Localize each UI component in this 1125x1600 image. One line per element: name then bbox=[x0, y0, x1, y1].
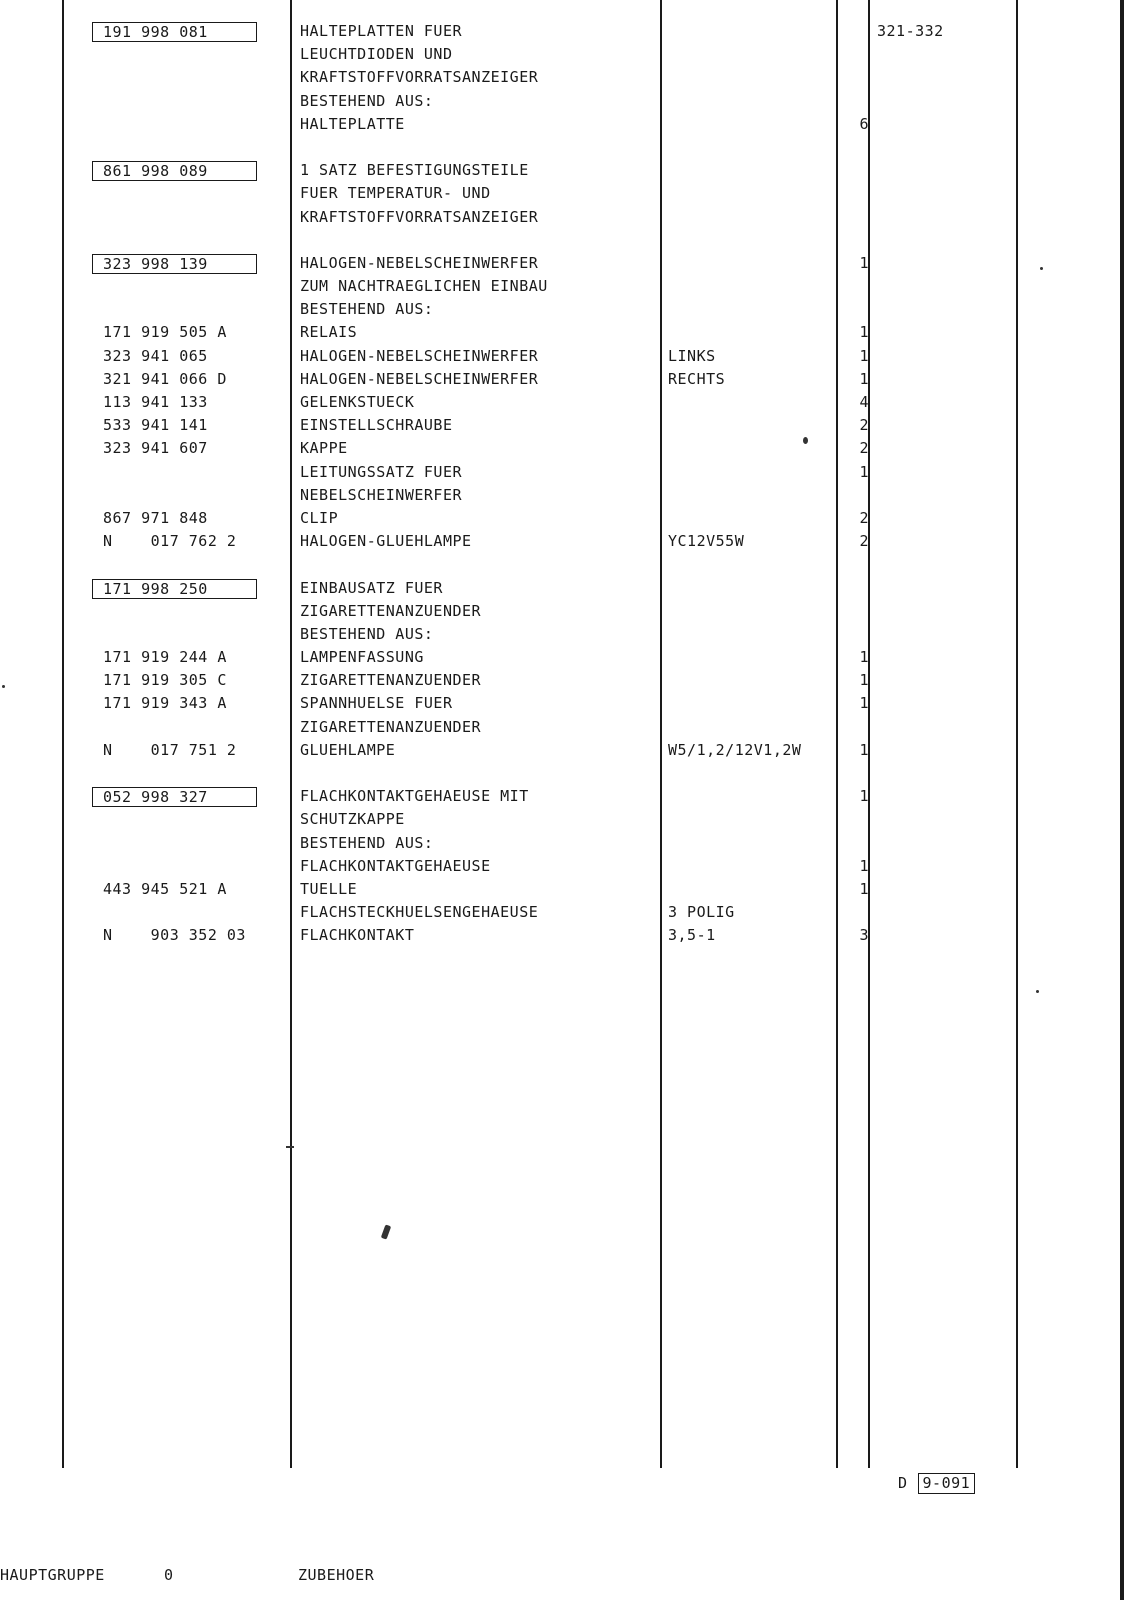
parts-row bbox=[0, 901, 1125, 924]
part-quantity: 1 bbox=[859, 462, 869, 481]
part-description: TUELLE bbox=[300, 879, 358, 898]
parts-row bbox=[0, 414, 1125, 437]
part-quantity: 1 bbox=[859, 648, 869, 667]
part-number: N 903 352 03 bbox=[103, 926, 246, 945]
part-description: BESTEHEND AUS: bbox=[300, 833, 434, 852]
parts-row bbox=[0, 43, 1125, 66]
part-description: BESTEHEND AUS: bbox=[300, 91, 434, 110]
part-remark: W5/1,2/12V1,2W bbox=[668, 740, 802, 759]
scan-speck bbox=[803, 437, 808, 444]
kit-part-number: 052 998 327 bbox=[92, 787, 257, 807]
part-description: ZUM NACHTRAEGLICHEN EINBAU bbox=[300, 277, 548, 296]
group-separator bbox=[0, 136, 1125, 159]
group-separator bbox=[0, 229, 1125, 252]
parts-row bbox=[0, 646, 1125, 669]
parts-row bbox=[0, 298, 1125, 321]
part-description: ZIGARETTENANZUENDER bbox=[300, 717, 482, 736]
part-quantity: 1 bbox=[859, 253, 869, 272]
part-description: RELAIS bbox=[300, 323, 358, 342]
part-number: 321 941 066 D bbox=[103, 369, 227, 388]
group-separator bbox=[0, 762, 1125, 785]
part-description: HALOGEN-GLUEHLAMPE bbox=[300, 532, 472, 551]
kit-part-number: 861 998 089 bbox=[92, 161, 257, 181]
part-description: KRAFTSTOFFVORRATSANZEIGER bbox=[300, 207, 539, 226]
part-description: GLUEHLAMPE bbox=[300, 740, 396, 759]
parts-row bbox=[0, 391, 1125, 414]
part-description: HALOGEN-NEBELSCHEINWERFER bbox=[300, 369, 539, 388]
part-description: FLACHKONTAKTGEHAEUSE bbox=[300, 856, 491, 875]
part-description: KRAFTSTOFFVORRATSANZEIGER bbox=[300, 68, 539, 87]
part-number: 443 945 521 A bbox=[103, 879, 227, 898]
part-description: FUER TEMPERATUR- UND bbox=[300, 184, 491, 203]
scan-speck bbox=[381, 1224, 391, 1239]
part-remark: YC12V55W bbox=[668, 532, 745, 551]
parts-row bbox=[0, 530, 1125, 553]
parts-row bbox=[0, 855, 1125, 878]
part-quantity: 1 bbox=[859, 694, 869, 713]
part-description: HALTEPLATTEN FUER bbox=[300, 22, 463, 40]
part-quantity: 2 bbox=[859, 508, 869, 527]
kit-part-number: 191 998 081 bbox=[92, 22, 257, 42]
part-quantity: 1 bbox=[859, 740, 869, 759]
part-remark: LINKS bbox=[668, 346, 716, 365]
parts-row bbox=[0, 785, 1125, 808]
part-remark: RECHTS bbox=[668, 369, 726, 388]
parts-row bbox=[0, 832, 1125, 855]
parts-row bbox=[0, 669, 1125, 692]
part-description: HALOGEN-NEBELSCHEINWERFER bbox=[300, 346, 539, 365]
part-description: KAPPE bbox=[300, 439, 348, 458]
parts-row bbox=[0, 206, 1125, 229]
part-quantity: 1 bbox=[859, 323, 869, 342]
parts-row bbox=[0, 808, 1125, 831]
part-number: 171 919 244 A bbox=[103, 648, 227, 667]
part-quantity: 6 bbox=[859, 114, 869, 133]
kit-part-number: 171 998 250 bbox=[92, 579, 257, 599]
part-description: ZIGARETTENANZUENDER bbox=[300, 601, 482, 620]
part-description: HALOGEN-NEBELSCHEINWERFER bbox=[300, 253, 539, 272]
part-number: 171 919 343 A bbox=[103, 694, 227, 713]
part-quantity: 1 bbox=[859, 787, 869, 806]
parts-row bbox=[0, 182, 1125, 205]
part-description: EINBAUSATZ FUER bbox=[300, 578, 443, 597]
parts-row bbox=[0, 437, 1125, 460]
part-description: SPANNHUELSE FUER bbox=[300, 694, 453, 713]
part-number: 867 971 848 bbox=[103, 508, 208, 527]
group-separator bbox=[0, 553, 1125, 576]
part-quantity: 1 bbox=[859, 671, 869, 690]
part-number: 323 941 607 bbox=[103, 439, 208, 458]
part-description: NEBELSCHEINWERFER bbox=[300, 485, 463, 504]
part-description: FLACHKONTAKT bbox=[300, 926, 415, 945]
parts-row bbox=[0, 368, 1125, 391]
main-group-label: HAUPTGRUPPE bbox=[0, 1566, 105, 1584]
parts-row bbox=[0, 484, 1125, 507]
parts-row bbox=[0, 461, 1125, 484]
part-quantity: 1 bbox=[859, 346, 869, 365]
page-code-prefix: D bbox=[898, 1474, 908, 1492]
parts-row bbox=[0, 716, 1125, 739]
page-code bbox=[898, 1473, 975, 1494]
parts-row bbox=[0, 739, 1125, 762]
parts-row bbox=[0, 623, 1125, 646]
part-quantity: 3 bbox=[859, 926, 869, 945]
part-number: 533 941 141 bbox=[103, 416, 208, 435]
parts-row bbox=[0, 20, 1125, 43]
part-description: LEUCHTDIODEN UND bbox=[300, 45, 453, 64]
part-description: 1 SATZ BEFESTIGUNGSTEILE bbox=[300, 161, 529, 180]
part-description: SCHUTZKAPPE bbox=[300, 810, 405, 829]
main-group-title: ZUBEHOER bbox=[298, 1566, 375, 1584]
parts-row bbox=[0, 507, 1125, 530]
part-number: 323 941 065 bbox=[103, 346, 208, 365]
part-description: LAMPENFASSUNG bbox=[300, 648, 424, 667]
part-description: FLACHKONTAKTGEHAEUSE MIT bbox=[300, 787, 529, 806]
part-number: 171 919 305 C bbox=[103, 671, 227, 690]
part-quantity: 4 bbox=[859, 393, 869, 411]
part-description: BESTEHEND AUS: bbox=[300, 624, 434, 643]
part-number: 113 941 133 bbox=[103, 393, 208, 411]
parts-row bbox=[0, 321, 1125, 344]
part-quantity: 1 bbox=[859, 856, 869, 875]
parts-row bbox=[0, 66, 1125, 89]
part-description: LEITUNGSSATZ FUER bbox=[300, 462, 463, 481]
parts-row bbox=[0, 275, 1125, 298]
part-remark: 3 POLIG bbox=[668, 903, 735, 922]
part-description: FLACHSTECKHUELSENGEHAEUSE bbox=[300, 903, 539, 922]
parts-row bbox=[0, 577, 1125, 600]
parts-row bbox=[0, 692, 1125, 715]
main-group-number: 0 bbox=[164, 1566, 174, 1584]
part-description: EINSTELLSCHRAUBE bbox=[300, 416, 453, 435]
part-description: GELENKSTUECK bbox=[300, 393, 415, 411]
parts-table bbox=[0, 20, 1125, 948]
scan-speck bbox=[1040, 267, 1043, 270]
part-quantity: 1 bbox=[859, 879, 869, 898]
part-description: CLIP bbox=[300, 508, 339, 527]
parts-row bbox=[0, 252, 1125, 275]
parts-row bbox=[0, 159, 1125, 182]
part-quantity: 2 bbox=[859, 439, 869, 458]
part-description: ZIGARETTENANZUENDER bbox=[300, 671, 482, 690]
scan-speck bbox=[2, 685, 5, 688]
part-quantity: 2 bbox=[859, 532, 869, 551]
parts-row bbox=[0, 924, 1125, 947]
part-remark: 3,5-1 bbox=[668, 926, 716, 945]
parts-row bbox=[0, 600, 1125, 623]
scan-speck bbox=[286, 1146, 294, 1148]
part-quantity: 2 bbox=[859, 416, 869, 435]
kit-part-number: 323 998 139 bbox=[92, 254, 257, 274]
parts-row bbox=[0, 90, 1125, 113]
part-description: BESTEHEND AUS: bbox=[300, 300, 434, 319]
page-code-number: 9-091 bbox=[918, 1473, 976, 1494]
page-reference: 321-332 bbox=[877, 22, 944, 40]
part-description: HALTEPLATTE bbox=[300, 114, 405, 133]
part-number: N 017 751 2 bbox=[103, 740, 237, 759]
scan-speck bbox=[1036, 990, 1039, 993]
parts-row bbox=[0, 113, 1125, 136]
parts-row bbox=[0, 878, 1125, 901]
part-quantity: 1 bbox=[859, 369, 869, 388]
part-number: 171 919 505 A bbox=[103, 323, 227, 342]
part-number: N 017 762 2 bbox=[103, 532, 237, 551]
parts-row bbox=[0, 345, 1125, 368]
